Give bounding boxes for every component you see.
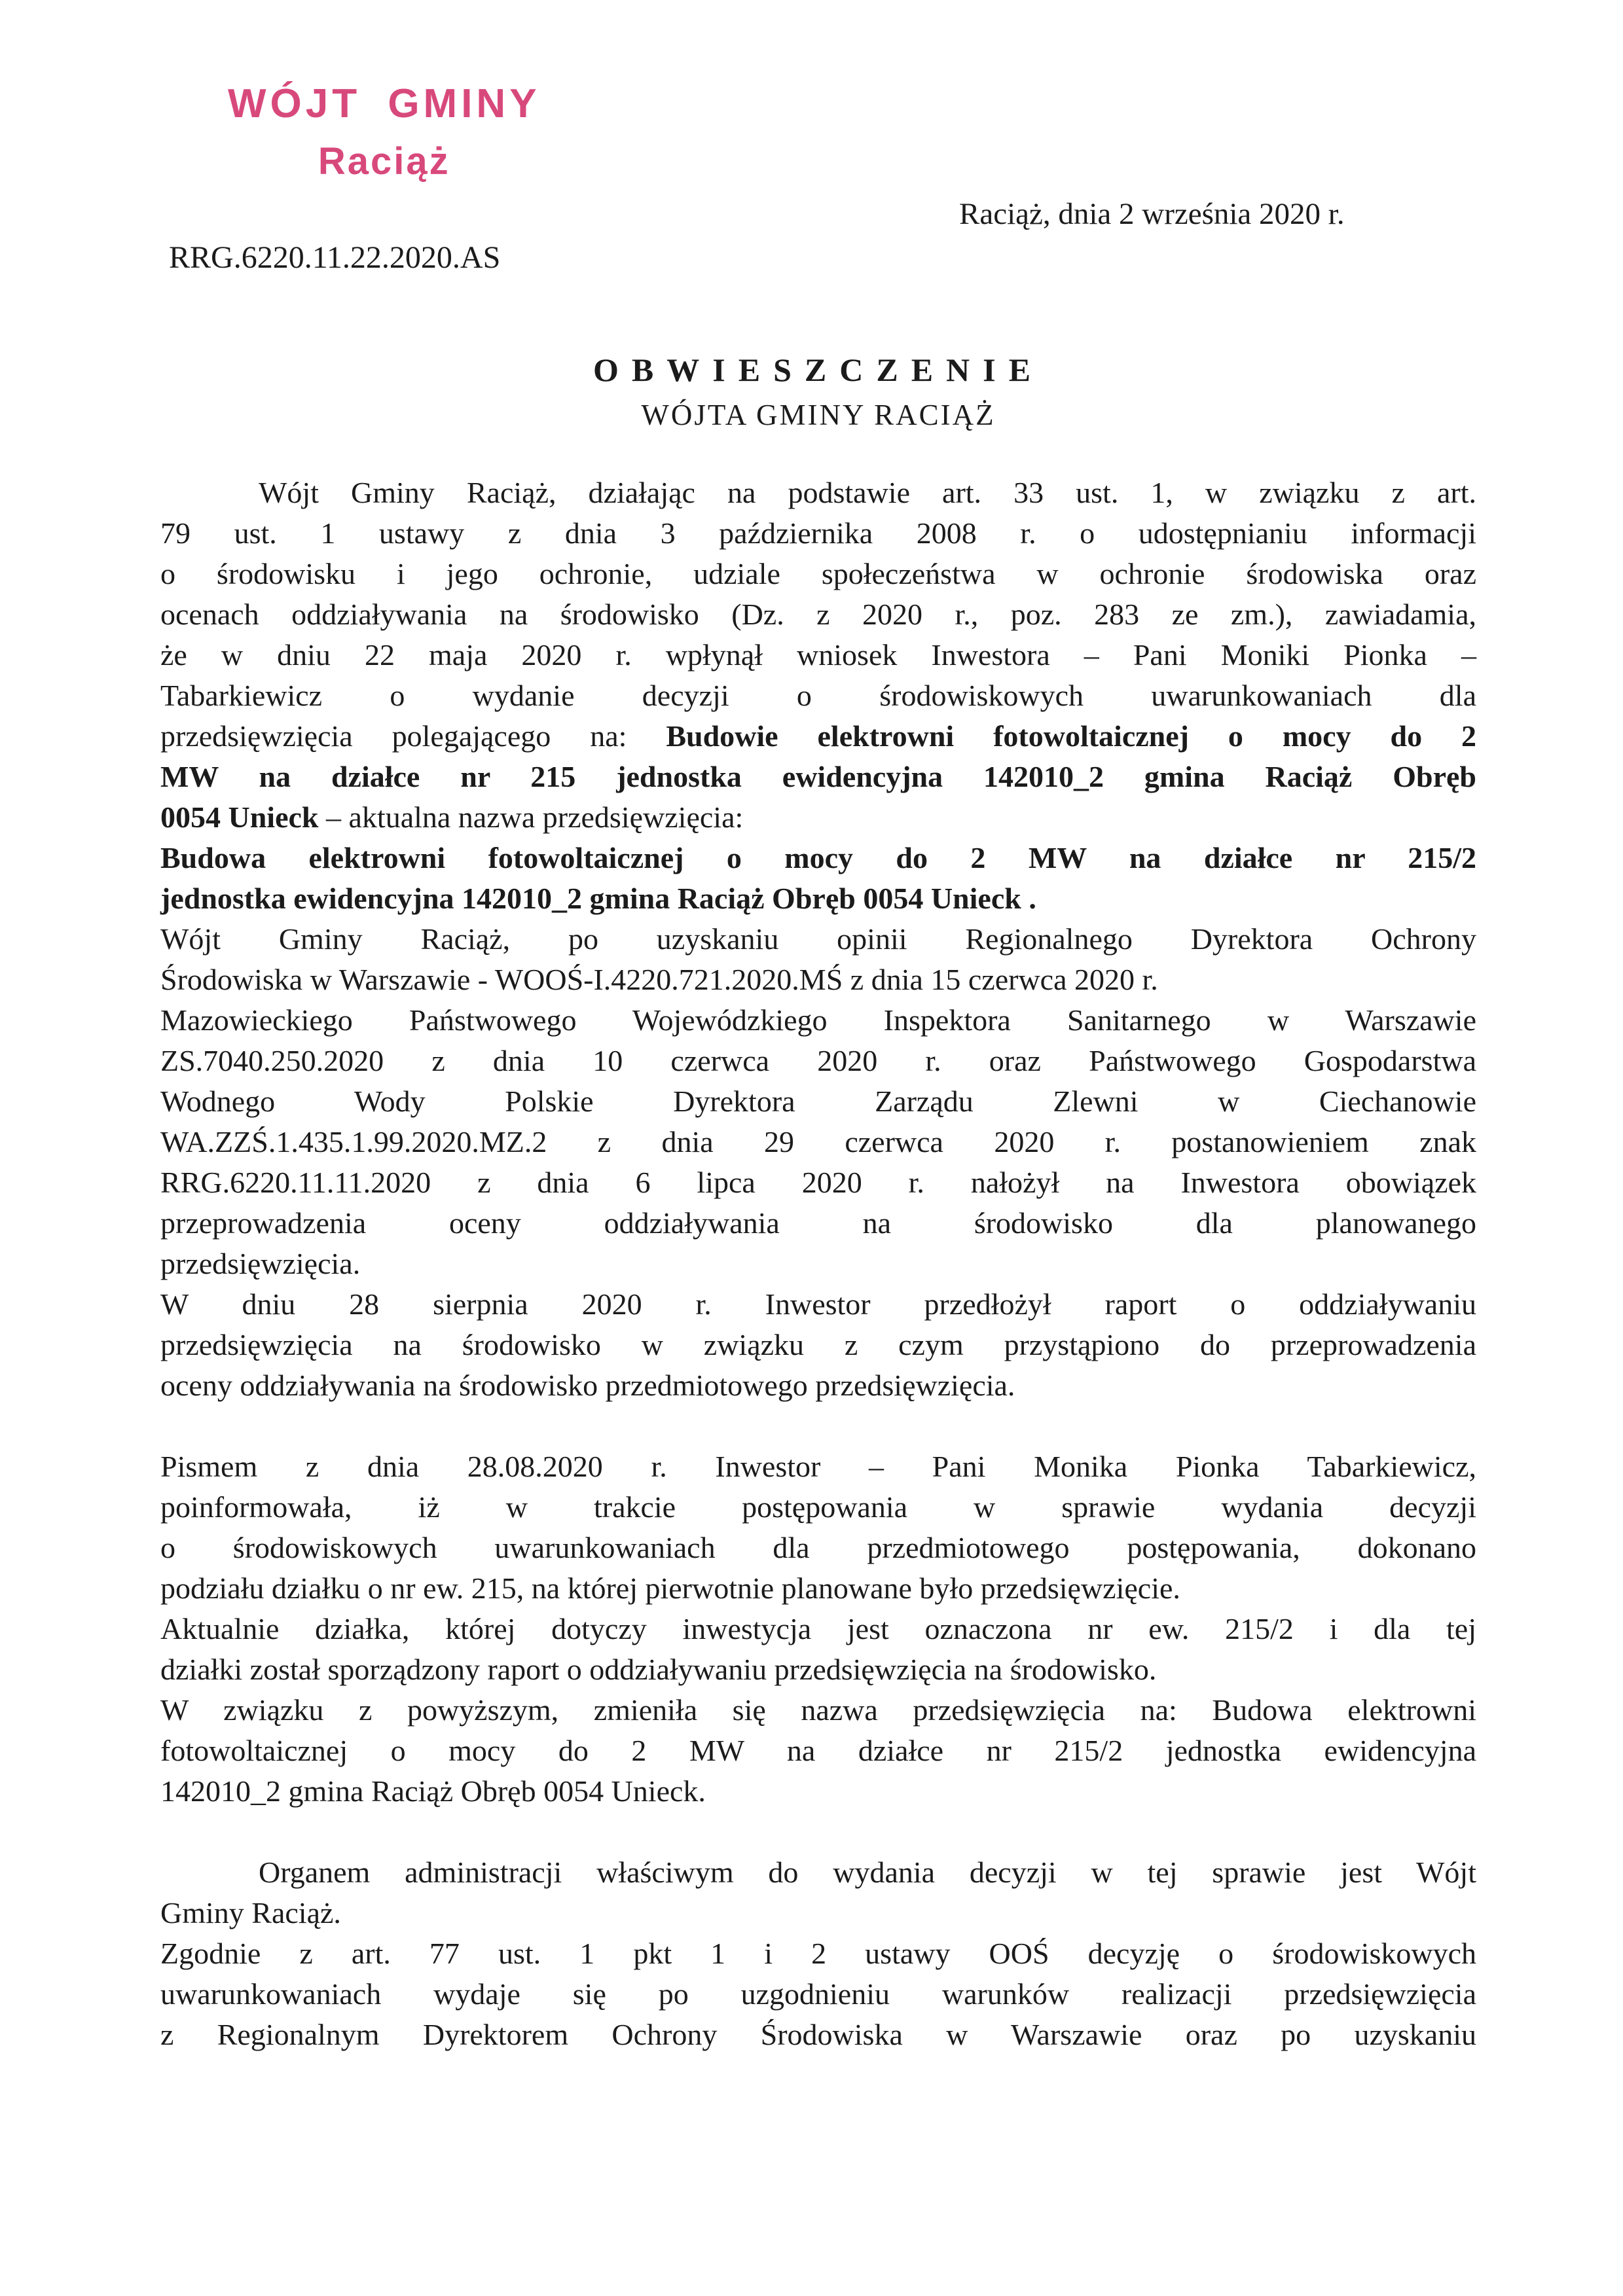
text-segment: fotowoltaicznej o mocy do 2 MW na działce nr 215/2 jednostka ewidencyjna [160,1734,1476,1767]
text-line [160,513,1476,554]
text-line [160,838,1476,878]
text-segment: Gminy Raciąż. [160,1896,341,1929]
text-segment: Wójt Gminy Raciąż, działając na podstawie art. 33 ust. 1, w związku z art. [259,476,1476,509]
bold-text-segment: 0054 Unieck [160,800,319,834]
text-segment: W dniu 28 sierpnia 2020 r. Inwestor przedłożył raport o oddziaływaniu [160,1287,1476,1321]
text-segment: przedsięwzięcia polegającego na: [160,719,666,753]
text-segment: Pismem z dnia 28.08.2020 r. Inwestor – Pani Monika Pionka Tabarkiewicz, [160,1450,1476,1483]
stamp-office-name: WÓJT GMINY [228,81,541,126]
text-segment: RRG.6220.11.11.2020 z dnia 6 lipca 2020 r. nałożył na Inwestora obowiązek [160,1166,1476,1199]
text-line [160,1162,1476,1203]
text-segment: o środowisku i jego ochronie, udziale społeczeństwa w ochronie środowiska oraz [160,557,1476,590]
text-line [160,1284,1476,1325]
bold-text-segment: MW na działce nr 215 jednostka ewidencyjna 142010_2 gmina Raciąż Obręb [160,760,1476,793]
text-segment: 142010_2 gmina Raciąż Obręb 0054 Unieck. [160,1774,706,1808]
text-segment: Organem administracji właściwym do wydania decyzji w tej sprawie jest Wójt [259,1856,1476,1889]
body-paragraph [160,838,1476,919]
body-paragraph [160,1000,1476,1284]
text-line [160,1122,1476,1162]
text-line [160,1446,1476,1487]
text-line [160,716,1476,757]
text-line [160,1649,1476,1690]
body-paragraph [160,1609,1476,1690]
text-line [160,1244,1476,1284]
text-line [160,1487,1476,1528]
text-line [160,473,1476,513]
text-segment: Tabarkiewicz o wydanie decyzji o środowiskowych uwarunkowaniach dla [160,679,1476,712]
text-segment: Wodnego Wody Polskie Dyrektora Zarządu Zlewni w Ciechanowie [160,1085,1476,1118]
text-segment: przeprowadzenia oceny oddziaływania na środowisko dla planowanego [160,1206,1476,1240]
text-segment: przedsięwzięcia. [160,1247,361,1280]
text-line [160,1041,1476,1081]
text-line [160,1974,1476,2015]
text-segment: Środowiska w Warszawie - WOOŚ-I.4220.721.2020.MŚ z dnia 15 czerwca 2020 r. [160,963,1158,996]
text-segment: – aktualna nazwa przedsięwzięcia: [318,800,744,834]
document-subtitle: WÓJTA GMINY RACIĄŻ [641,399,996,431]
text-line [160,919,1476,960]
text-line [160,1609,1476,1649]
text-line [160,1081,1476,1122]
text-segment: że w dniu 22 maja 2020 r. wpłynął wniosek Inwestora – Pani Moniki Pionka – [160,638,1476,672]
text-line [160,1365,1476,1406]
text-segment: z Regionalnym Dyrektorem Ochrony Środowiska w Warszawie oraz po uzyskaniu [160,2018,1476,2051]
text-line [160,1528,1476,1568]
document-title: OBWIESZCZENIE [593,351,1044,388]
text-segment: oceny oddziaływania na środowisko przedmiotowego przedsięwzięcia. [160,1369,1015,1402]
text-line [160,1852,1476,1893]
text-line [160,1568,1476,1609]
text-line [160,1893,1476,1933]
text-line [160,1203,1476,1244]
body-paragraph [160,919,1476,1000]
text-line [160,675,1476,716]
text-segment: uwarunkowaniach wydaje się po uzgodnieniu warunków realizacji przedsięwzięcia [160,1977,1476,2011]
text-line [160,1325,1476,1365]
text-line [160,554,1476,594]
text-line [160,635,1476,675]
stamp-town-name: Raciąż [318,140,450,183]
text-segment: poinformowała, iż w trakcie postępowania w sprawie wydania decyzji [160,1490,1476,1524]
body-paragraph [160,1933,1476,2055]
bold-text-segment: jednostka ewidencyjna 142010_2 gmina Raciąż Obręb 0054 Unieck . [160,882,1036,915]
text-line [160,1000,1476,1041]
text-segment: ZS.7040.250.2020 z dnia 10 czerwca 2020 r. oraz Państwowego Gospodarstwa [160,1044,1476,1077]
body-paragraph [160,1446,1476,1609]
text-segment: podziału działku o nr ew. 215, na której pierwotnie planowane było przedsięwzięcie. [160,1571,1180,1605]
text-segment: W związku z powyższym, zmieniła się nazwa przedsięwzięcia na: Budowa elektrowni [160,1693,1476,1727]
text-line [160,1933,1476,1974]
bold-text-segment: Budowie elektrowni fotowoltaicznej o mocy do 2 [666,719,1476,753]
office-stamp [228,81,541,183]
text-segment: Aktualnie działka, której dotyczy inwestycja jest oznaczona nr ew. 215/2 i dla tej [160,1612,1476,1645]
text-line [160,797,1476,838]
place-and-date: Raciąż, dnia 2 września 2020 r. [959,197,1345,231]
text-line [160,878,1476,919]
text-segment: o środowiskowych uwarunkowaniach dla przedmiotowego postępowania, dokonano [160,1531,1476,1564]
document-body [160,473,1476,2055]
text-line [160,1731,1476,1771]
body-paragraph [160,1852,1476,1933]
text-line [160,960,1476,1000]
text-line [160,1690,1476,1731]
case-reference-number: RRG.6220.11.22.2020.AS [169,240,501,275]
body-paragraph [160,1690,1476,1812]
text-line [160,757,1476,797]
text-segment: Wójt Gminy Raciąż, po uzyskaniu opinii Regionalnego Dyrektora Ochrony [160,922,1476,956]
text-segment: Mazowieckiego Państwowego Wojewódzkiego Inspektora Sanitarnego w Warszawie [160,1003,1476,1037]
body-paragraph [160,1284,1476,1406]
text-segment: Zgodnie z art. 77 ust. 1 pkt 1 i 2 ustawy OOŚ decyzję o środowiskowych [160,1937,1476,1970]
body-paragraph [160,473,1476,838]
title-block [160,353,1476,430]
text-line [160,1771,1476,1812]
text-segment: WA.ZZŚ.1.435.1.99.2020.MZ.2 z dnia 29 czerwca 2020 r. postanowieniem znak [160,1125,1476,1158]
bold-text-segment: Budowa elektrowni fotowoltaicznej o mocy do 2 MW na działce nr 215/2 [160,841,1476,874]
text-line [160,594,1476,635]
text-line [160,2015,1476,2055]
text-segment: ocenach oddziaływania na środowisko (Dz. z 2020 r., poz. 283 ze zm.), zawiadamia, [160,598,1476,631]
text-segment: przedsięwzięcia na środowisko w związku z czym przystąpiono do przeprowadzenia [160,1328,1476,1361]
text-segment: 79 ust. 1 ustawy z dnia 3 października 2008 r. o udostępnianiu informacji [160,516,1476,550]
text-segment: działki został sporządzony raport o oddziaływaniu przedsięwzięcia na środowisko. [160,1653,1157,1686]
